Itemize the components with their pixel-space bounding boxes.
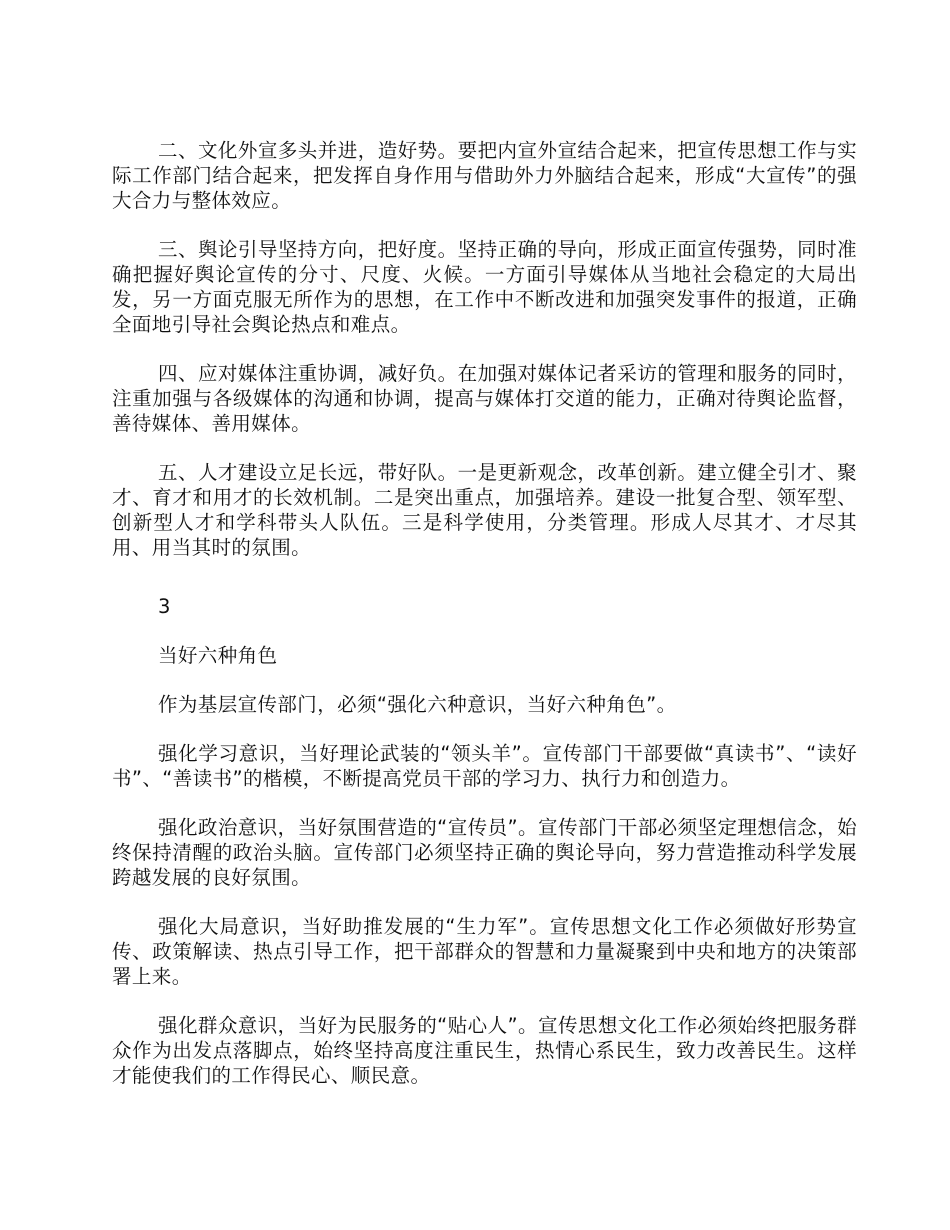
section-title: 当好六种角色 (158, 644, 278, 667)
section-number: 3 (158, 595, 171, 618)
paragraph-talent-building: 五、人才建设立足长远，带好队。一是更新观念，改革创新。建立健全引才、聚才、育才和用才的长效机制。二是突出重点，加强培养。建设一批复合型、领军型、创新型人才和学科带头人队伍。三是科学使用，分类管理。形成人尽其才、才尽其用、用当其时的氛围。 (112, 461, 857, 559)
document-body (112, 138, 857, 1112)
paragraph-culture-publicity: 二、文化外宣多头并进，造好势。要把内宣外宣结合起来，把宣传思想工作与实际工作部门结合起来，把发挥自身作用与借助外力外脑结合起来，形成“大宣传”的强大合力与整体效应。 (112, 139, 857, 212)
spacer (112, 584, 857, 594)
paragraph-role-learning: 强化学习意识，当好理论武装的“领头羊”。宣传部门干部要做“真读书”、“读好书”、“善读书”的楷模，不断提高党员干部的学习力、执行力和创造力。 (112, 742, 857, 790)
paragraph-role-masses: 强化群众意识，当好为民服务的“贴心人”。宣传思想文化工作必须始终把服务群众作为出发点落脚点，始终坚持高度注重民生，热情心系民生，致力改善民生。这样才能使我们的工作得民心、顺民意。 (112, 1014, 857, 1087)
paragraph-role-overall: 强化大局意识，当好助推发展的“生力军”。宣传思想文化工作必须做好形势宣传、政策解读、热点引导工作，把干部群众的智慧和力量凝聚到中央和地方的决策部署上来。 (112, 915, 857, 988)
section-intro: 作为基层宣传部门，必须“强化六种意识，当好六种角色”。 (158, 693, 677, 716)
paragraph-public-opinion: 三、舆论引导坚持方向，把好度。坚持正确的导向，形成正面宣传强势，同时准确把握好舆论宣传的分寸、尺度、火候。一方面引导媒体从当地社会稳定的大局出发，另一方面克服无所作为的思想，在工作中不断改进和加强突发事件的报道，正确全面地引导社会舆论热点和难点。 (112, 238, 857, 336)
paragraph-role-political: 强化政治意识，当好氛围营造的“宣传员”。宣传部门干部必须坚定理想信念，始终保持清醒的政治头脑。宣传部门必须坚持正确的舆论导向，努力营造推动科学发展跨越发展的良好氛围。 (112, 816, 857, 889)
paragraph-media-coordination: 四、应对媒体注重协调，减好负。在加强对媒体记者采访的管理和服务的同时，注重加强与各级媒体的沟通和协调，提高与媒体打交道的能力，正确对待舆论监督，善待媒体、善用媒体。 (112, 362, 857, 435)
